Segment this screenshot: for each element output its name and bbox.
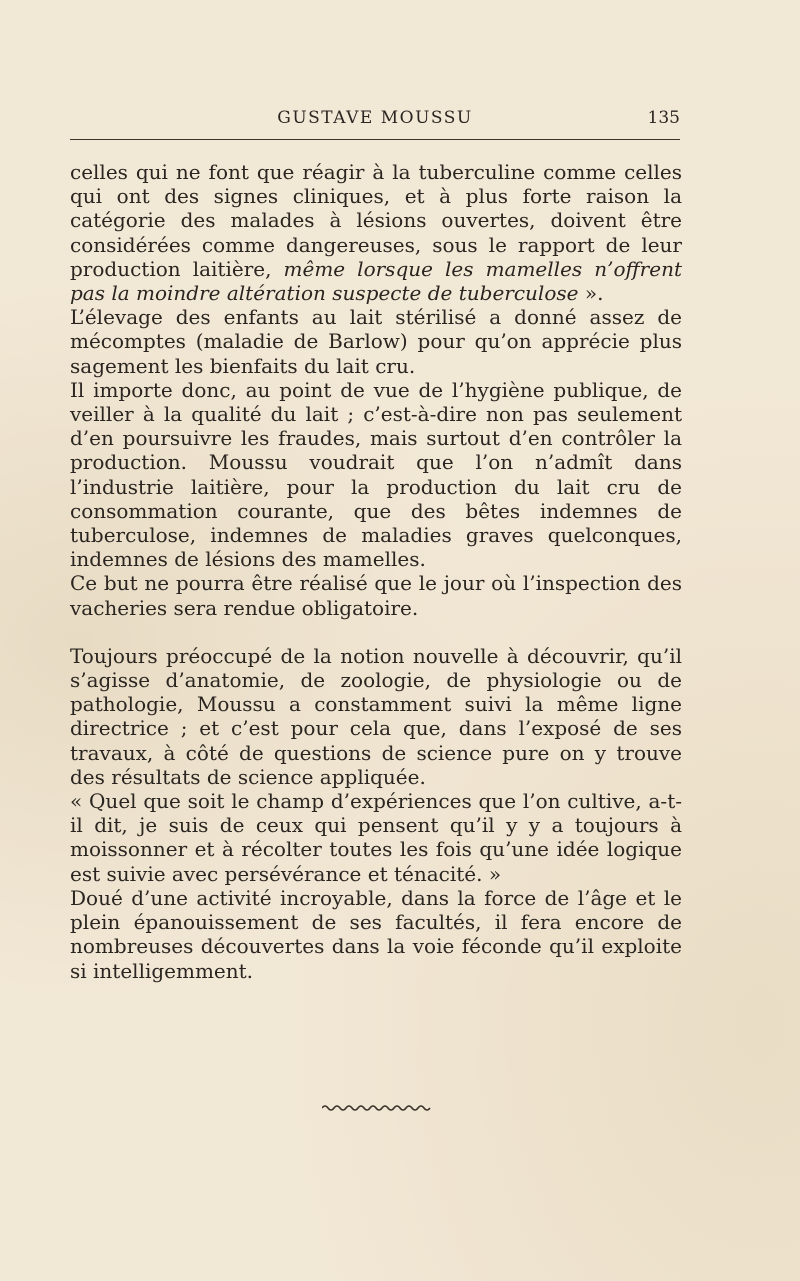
- paragraph-2: L’élevage des enfants au lait stérilisé a donné assez de mécomptes (maladie de Barlow) pour qu’on apprécie plus sagement les bienfaits du lait cru.: [70, 305, 682, 378]
- paragraph-4: Ce but ne pourra être réalisé que le jour où l’inspection des vacheries sera rendue obligatoire.: [70, 571, 682, 620]
- paragraph-5: Toujours préoccupé de la notion nouvelle à découvrir, qu’il s’agisse d’anatomie, de zoologie, de physiologie ou de pathologie, Moussu a constamment suivi la même ligne directrice ; et c’est pour cela que, dans l’exposé de ses travaux, à côté de questions de science pure on y trouve des résultats de science appliquée.: [70, 643, 682, 789]
- paragraph-1-italic: même lorsque les mamelles n’offrent pas la moindre altération suspecte de tuberculose: [70, 256, 682, 306]
- paragraph-1-end: ».: [578, 281, 604, 306]
- wavy-ornament: [322, 1103, 432, 1113]
- section-gap: [70, 620, 682, 644]
- running-title: GUSTAVE MOUSSU: [277, 108, 473, 128]
- body-text: [70, 160, 682, 983]
- page-header: [70, 108, 680, 138]
- paragraph-7: Doué d’une activité incroyable, dans la force de l’âge et le plein épanouissement de ses facultés, il fera encore de nombreuses découvertes dans la voie féconde qu’il exploite si intelligemment.: [70, 885, 682, 983]
- page-number: 135: [647, 108, 680, 128]
- header-rule: [70, 139, 680, 140]
- paragraph-3: Il importe donc, au point de vue de l’hygiène publique, de veiller à la qualité du lait ; c’est-à-dire non pas seulement d’en poursuivre les fraudes, mais surtout d’en contrôler la production. Moussu voudrait que l’on n’admît dans l’industrie laitière, pour la production du lait cru de consommation courante, que des bêtes indemnes de tuberculose, indemnes de maladies graves quelconques, indemnes de lésions des mamelles.: [70, 377, 682, 572]
- paragraph-6: « Quel que soit le champ d’expériences que l’on cultive, a-t-il dit, je suis de ceux qui pensent qu’il y y a toujours à moissonner et à récolter toutes les fois qu’une idée logique est suivie avec persévérance et ténacité. »: [70, 789, 682, 886]
- paragraph-1-text: celles qui ne font que réagir à la tuberculine comme celles qui ont des signes cliniques, et à plus forte raison la catégorie des malades à lésions ouvertes, doivent être considérées comme dangereuses, sous le rapport de leur production laitière,: [70, 160, 682, 281]
- paragraph-1: [70, 160, 682, 305]
